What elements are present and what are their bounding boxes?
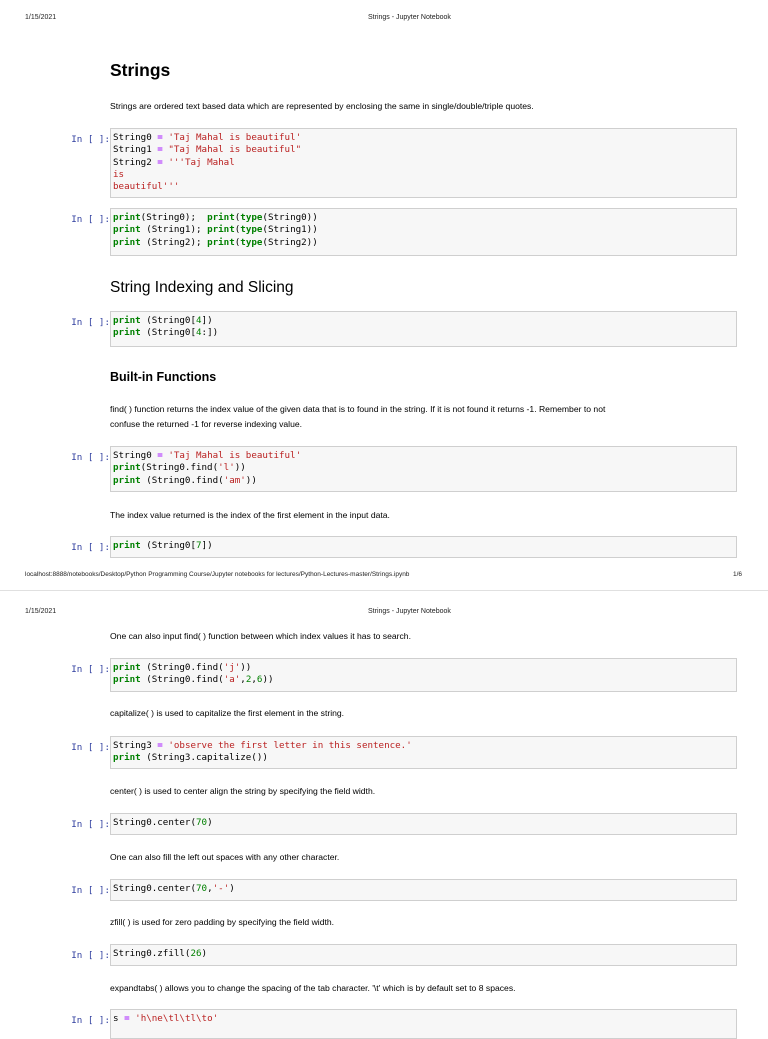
intro-text: Strings are ordered text based data which are represented by enclosing the same in single/double/triple quotes. (110, 101, 534, 111)
cell-prompt: In [ ]: (71, 214, 110, 225)
page-footer-url: localhost:8888/notebooks/Desktop/Python Programming Course/Jupyter notebooks for lectures/Python-Lectures-master/Strings.ipynb (25, 571, 410, 578)
cell-prompt: In [ ]: (71, 819, 110, 830)
zfill-description: zfill( ) is used for zero padding by specifying the field width. (110, 917, 335, 927)
code-cell[interactable]: String0 = 'Taj Mahal is beautiful' print(String0.find('l')) print (String0.find('am')) (110, 446, 737, 492)
cell-prompt: In [ ]: (71, 542, 110, 553)
page-title: Strings (110, 60, 171, 80)
page-header-title: Strings - Jupyter Notebook (368, 14, 451, 21)
code-cell[interactable]: print (String0[7]) (110, 536, 737, 558)
cell-prompt: In [ ]: (71, 1015, 110, 1026)
cell-prompt: In [ ]: (71, 452, 110, 463)
find-description-line2: confuse the returned -1 for reverse indexing value. (110, 419, 303, 429)
center-description: center( ) is used to center align the string by specifying the field width. (110, 786, 376, 796)
page-header-title: Strings - Jupyter Notebook (368, 608, 451, 615)
code-cell[interactable]: String0.zfill(26) (110, 944, 737, 966)
code-cell[interactable]: String0 = 'Taj Mahal is beautiful' String1 = "Taj Mahal is beautiful" String2 = '''Taj Mahal is beautiful''' (110, 128, 737, 198)
code-cell[interactable]: String3 = 'observe the first letter in this sentence.' print (String3.capitalize()) (110, 736, 737, 769)
find-description-line1: find( ) function returns the index value of the given data that is to found in the string. If it is not found it returns -1. Remember to not (110, 404, 606, 414)
code-cell[interactable]: print (String0.find('j')) print (String0.find('a',2,6)) (110, 658, 737, 692)
cell-prompt: In [ ]: (71, 134, 110, 145)
cell-prompt: In [ ]: (71, 317, 110, 328)
page-number: 1/6 (733, 571, 743, 578)
section-heading-indexing: String Indexing and Slicing (110, 279, 294, 296)
code-cell[interactable]: print(String0); print(type(String0)) print (String1); print(type(String1)) print (String2); print(type(String2)) (110, 208, 737, 256)
section-heading-builtin: Built-in Functions (110, 370, 217, 384)
index-note-text: The index value returned is the index of the first element in the input data. (110, 510, 390, 520)
page-date: 1/15/2021 (25, 608, 57, 615)
cell-prompt: In [ ]: (71, 885, 110, 896)
cell-prompt: In [ ]: (71, 664, 110, 675)
cell-prompt: In [ ]: (71, 950, 110, 961)
code-cell[interactable]: s = 'h\ne\tl\tl\to' (110, 1009, 737, 1039)
code-cell[interactable]: String0.center(70) (110, 813, 737, 835)
page-date: 1/15/2021 (25, 14, 57, 21)
capitalize-description: capitalize( ) is used to capitalize the first element in the string. (110, 708, 345, 718)
fill-description: One can also fill the left out spaces with any other character. (110, 852, 340, 862)
expandtabs-description: expandtabs( ) allows you to change the spacing of the tab character. '\t' which is by default set to 8 spaces. (110, 983, 516, 993)
code-cell[interactable]: String0.center(70,'-') (110, 879, 737, 901)
cell-prompt: In [ ]: (71, 742, 110, 753)
code-cell[interactable]: print (String0[4]) print (String0[4:]) (110, 311, 737, 347)
page-break (0, 590, 768, 591)
find-range-description: One can also input find( ) function between which index values it has to search. (110, 631, 411, 641)
